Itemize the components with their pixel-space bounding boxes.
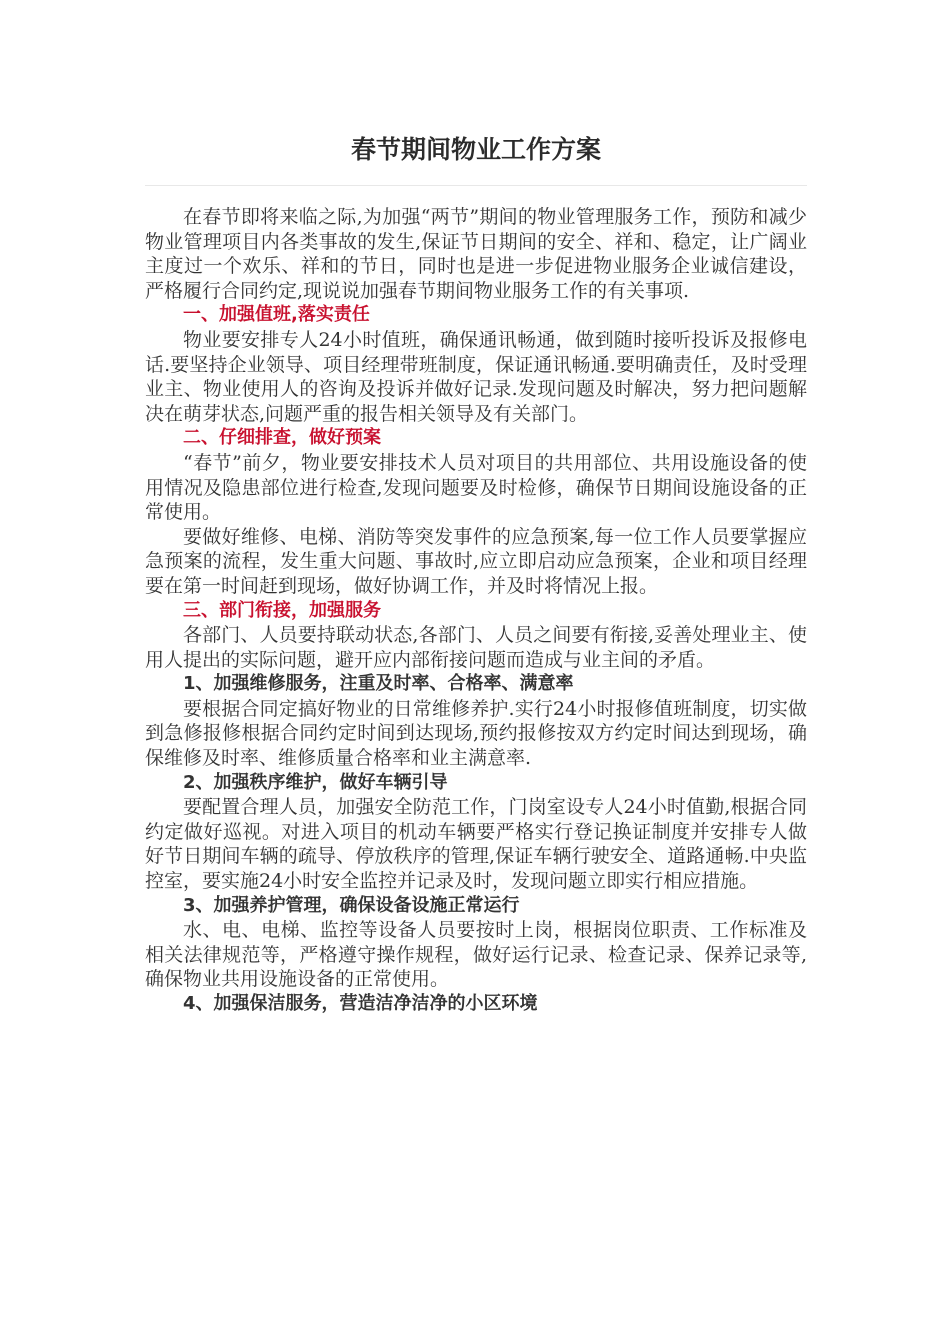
subsection-4-heading: 4、加强保洁服务，营造洁净洁净的小区环境 [183,993,538,1014]
section-3-heading: 三、部门衔接，加强服务 [183,599,381,621]
intro-paragraph: 在春节即将来临之际,为加强“两节”期间的物业管理服务工作，预防和减少物业管理项目内各类事故的发生,保证节日期间的安全、祥和、稳定，让广阔业主度过一个欢乐、祥和的节日，同时也是进一步促进物业服务企业诚信建设，严格履行合同约定,现说说加强春节期间物业服务工作的有关事项. [145,206,807,302]
section-2-paragraph-2: 要做好维修、电梯、消防等突发事件的应急预案,每一位工作人员要掌握应急预案的流程，发生重大问题、事故时,应立即启动应急预案，企业和项目经理要在第一时间赶到现场，做好协调工作，并及时将情况上报。 [145,525,807,597]
section-1-paragraph: 物业要安排专人24小时值班，确保通讯畅通，做到随时接听投诉及报修电话.要坚持企业领导、项目经理带班制度，保证通讯畅通.要明确责任，及时受理业主、物业使用人的咨询及投诉并做好记录.发现问题及时解决，努力把问题解决在萌芽状态,问题严重的报告相关领导及有关部门。 [145,328,807,425]
section-3-paragraph: 各部门、人员要持联动状态,各部门、人员之间要有衔接,妥善处理业主、使用人提出的实际问题，避开应内部衔接问题而造成与业主间的矛盾。 [145,624,807,671]
title-divider [145,185,807,186]
section-1-heading: 一、加强值班,落实责任 [183,304,370,326]
subsection-3-heading: 3、加强养护管理，确保设备设施正常运行 [183,894,520,916]
document-body [145,205,807,1017]
subsection-3-paragraph: 水、电、电梯、监控等设备人员要按时上岗，根据岗位职责、工作标准及相关法律规范等，严格遵守操作规程，做好运行记录、检查记录、保养记录等,确保物业共用设施设备的正常使用。 [145,919,807,991]
section-2-paragraph-1: “春节”前夕，物业要安排技术人员对项目的共用部位、共用设施设备的使用情况及隐患部位进行检查,发现问题要及时检修，确保节日期间设施设备的正常使用。 [145,451,807,524]
document-title: 春节期间物业工作方案 [350,135,601,164]
section-2-heading: 二、仔细排查，做好预案 [183,427,381,449]
subsection-1-paragraph: 要根据合同定搞好物业的日常维修养护.实行24小时报修值班制度，切实做到急修报修根据合同约定时间到达现场,预约报修按双方约定时间达到现场，确保维修及时率、维修质量合格率和业主满意率. [145,697,807,770]
subsection-2-paragraph: 要配置合理人员，加强安全防范工作，门岗室设专人24小时值勤,根据合同约定做好巡视。对进入项目的机动车辆要严格实行登记换证制度并安排专人做好节日期间车辆的疏导、停放秩序的管理,保证车辆行驶安全、道路通畅.中央监控室，要实施24小时安全监控并记录及时，发现问题立即实行相应措施。 [145,796,807,893]
subsection-1-heading: 1、加强维修服务，注重及时率、合格率、满意率 [183,673,574,695]
subsection-2-heading: 2、加强秩序维护，做好车辆引导 [183,771,448,793]
document-page [145,0,807,1017]
